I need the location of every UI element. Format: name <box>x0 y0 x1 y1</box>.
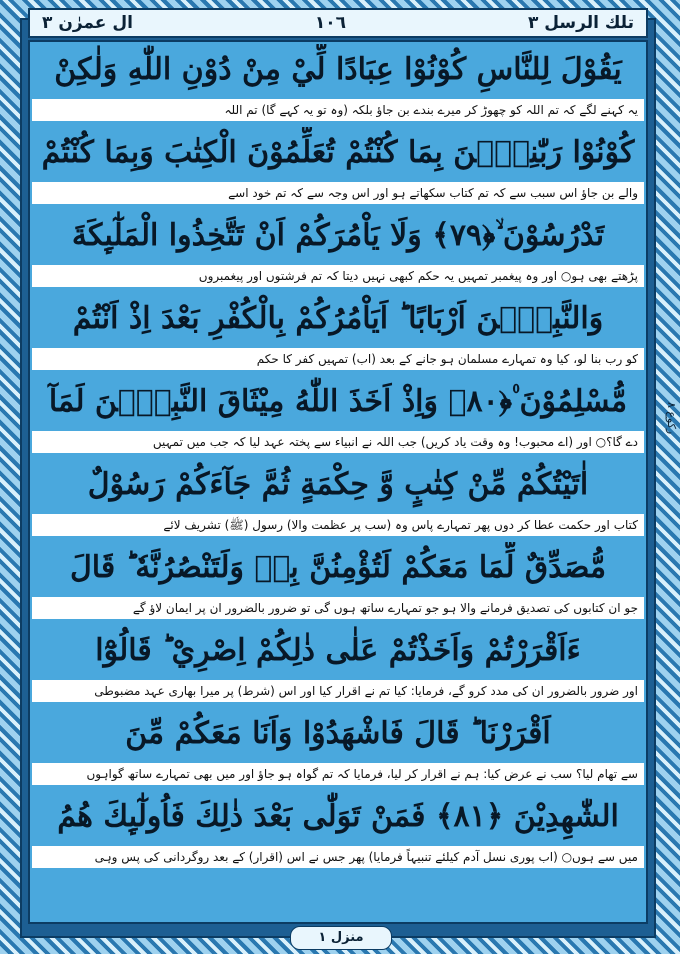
urdu-translation-line: پڑھتے بھی ہو○ اور وہ پیغمبر تمہیں یہ حکم کبھی نہیں دیتا کہ تم فرشتوں اور پیغمبروں <box>32 265 644 287</box>
arabic-line: وَالنَّبِيّٖنَ اَرْبَابًا ؕ اَيَاْمُرُكُمْ بِالْكُفْرِ بَعْدَ اِذْ اَنْتُمْ <box>72 301 604 336</box>
arabic-line: ءَاَقْرَرْتُمْ وَاَخَذْتُمْ عَلٰى ذٰلِكُمْ اِصْرِيْ ؕ قَالُوْٓا <box>95 633 581 668</box>
arabic-line: يَقُوْلَ لِلنَّاسِ كُوْنُوْا عِبَادًا لِّيْ مِنْ دُوْنِ اللّٰهِ وَلٰكِنْ <box>54 52 622 87</box>
urdu-translation-line: والے بن جاؤ اس سبب سے کہ تم کتاب سکھاتے ہو اور اس وجہ سے کہ تم خود اسے <box>32 182 644 204</box>
surah-name: ال عمرٰن ٣ <box>42 13 133 33</box>
arabic-line: مُّصَدِّقٌ لِّمَا مَعَكُمْ لَتُؤْمِنُنَّ بِهٖ وَلَتَنْصُرُنَّهٗ ؕ قَالَ <box>69 550 607 585</box>
urdu-translation-line: دے گا؟○ اور (اے محبوب! وہ وقت یاد کریں) جب اللہ نے انبیاء سے پختہ عہد لیا کہ جب میں تمہیں <box>32 431 644 453</box>
urdu-translation-line: کتاب اور حکمت عطا کر دوں پھر تمہارے پاس وہ (سب پر عظمت والا) رسول (ﷺ) تشریف لائے <box>32 514 644 536</box>
urdu-translation-line: جو ان کتابوں کی تصدیق فرمانے والا ہو جو تمہارے ساتھ ہوں گی تو ضرور بالضرور ان پر ایمان لاؤ گے <box>32 597 644 619</box>
juz-name: تلك الرسل ٣ <box>527 13 634 33</box>
arabic-line: كُوْنُوْا رَبّٰنِيّٖنَ بِمَا كُنْتُمْ تُعَلِّمُوْنَ الْكِتٰبَ وَبِمَا كُنْتُمْ <box>41 135 635 170</box>
urdu-translation-line: کو رب بنا لو، کیا وہ تمہارے مسلمان ہو جانے کے بعد (اب) تمہیں کفر کا حکم <box>32 348 644 370</box>
page-header <box>28 8 648 38</box>
urdu-translation-line: میں سے ہوں○ (اب پوری نسل آدم کیلئے تنبیہاً فرمایا) پھر جس نے اس (اقرار) کے بعد روگردانی کی پس وہی <box>32 846 644 868</box>
arabic-line: تَدْرُسُوْنَ ۙ﴿٧٩﴾ وَلَا يَاْمُرَكُمْ اَنْ تَتَّخِذُوا الْمَلٰٓىِٕكَةَ <box>71 218 605 253</box>
arabic-line: اَقْرَرْنَا ؕ قَالَ فَاشْهَدُوْا وَاَنَا مَعَكُمْ مِّنَ <box>125 716 551 751</box>
urdu-translation-line: یہ کہنے لگے کہ تم اللہ کو چھوڑ کر میرے بندے بن جاؤ بلکہ (وہ تو یہ کہے گا) تم اللہ <box>32 99 644 121</box>
arabic-line: الشّٰهِدِيْنَ ﴿٨١﴾ فَمَنْ تَوَلّٰى بَعْدَ ذٰلِكَ فَاُولٰٓىِٕكَ هُمُ <box>57 799 619 834</box>
arabic-line: اٰتَيْتُكُمْ مِّنْ كِتٰبٍ وَّ حِكْمَةٍ ثُمَّ جَآءَكُمْ رَسُوْلٌ <box>87 467 589 502</box>
urdu-translation-line: اور ضرور بالضرور ان کی مدد کرو گے، فرمایا: کیا تم نے اقرار کیا اور اس (شرط) پر میرا بھاری عہد مضبوطی <box>32 680 644 702</box>
manzil-footer: منزل ١ <box>290 926 392 950</box>
ruku-marker: رکوع ٨ <box>665 401 678 435</box>
arabic-line: مُّسْلِمُوْنَ ۠﴿٨٠﴾ وَاِذْ اَخَذَ اللّٰهُ مِيْثَاقَ النَّبِيّٖنَ لَمَآ <box>48 384 628 419</box>
page-number: ١٠٦ <box>314 13 346 33</box>
urdu-translation-line: سے تھام لیا؟ سب نے عرض کیا: ہم نے اقرار کر لیا، فرمایا کہ تم گواہ ہو جاؤ اور میں بھی تمہارے ساتھ گواہوں <box>32 763 644 785</box>
